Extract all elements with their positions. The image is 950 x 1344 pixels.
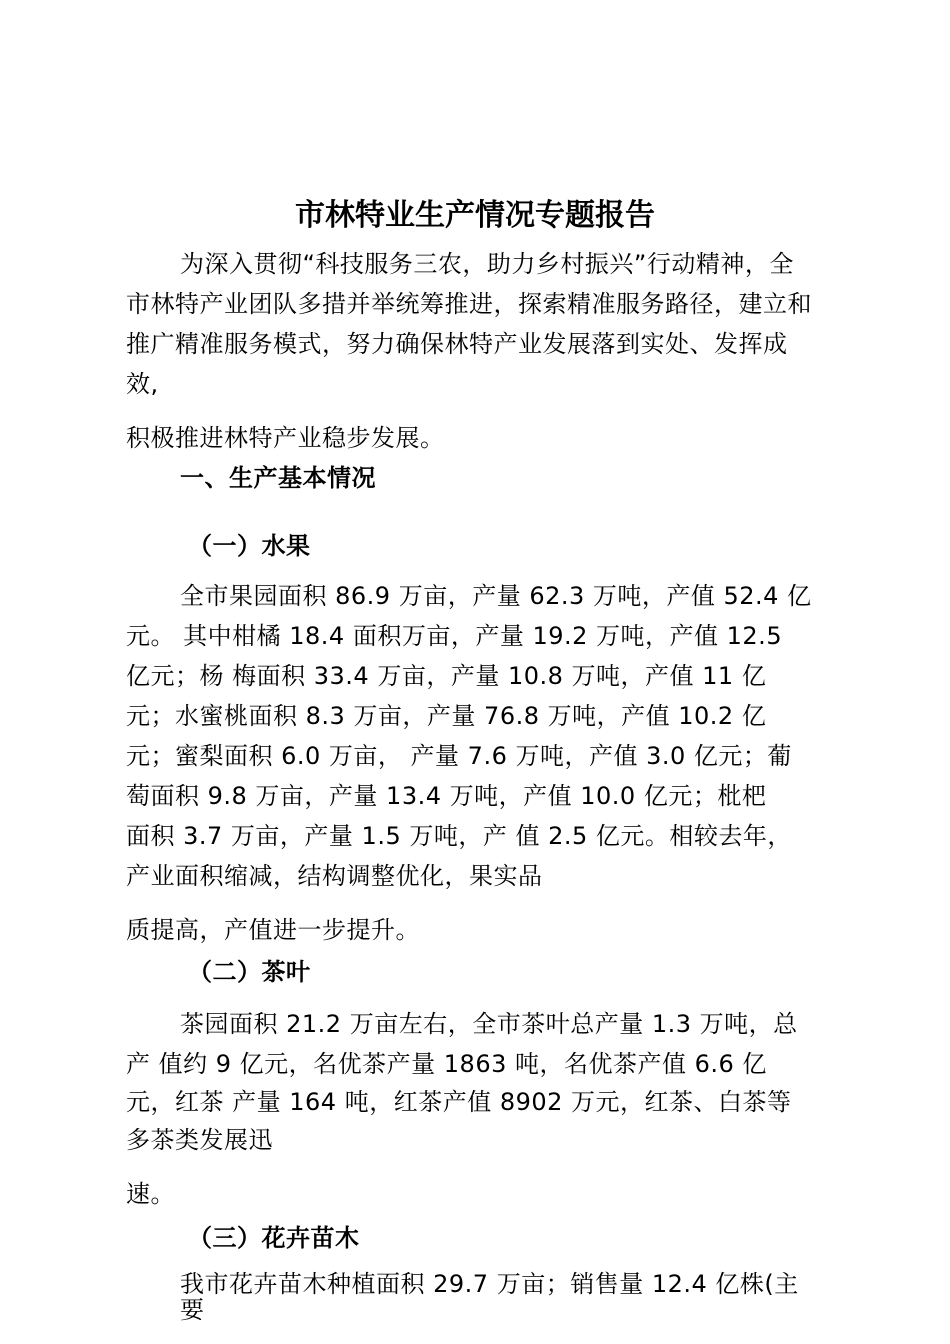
intro-line-5: 积极推进林特产业稳步发展。 (126, 424, 445, 452)
intro-line-2: 市林特产业团队多措并举统筹推进，探索精准服务路径，建立和 (126, 290, 812, 318)
fruit-line-3: 亿元；杨 梅面积 33.4 万亩，产量 10.8 万吨，产值 11 亿 (126, 662, 767, 690)
fruit-line-8: 产业面积缩减，结构调整优化，果实品 (126, 862, 543, 890)
tea-line-4: 多茶类发展迅 (126, 1126, 273, 1154)
fruit-line-4: 元；水蜜桃面积 8.3 万亩，产量 76.8 万吨，产值 10.2 亿 (126, 702, 767, 730)
fruit-line-9: 质提高，产值进一步提升。 (126, 916, 420, 944)
flowers-line-2: 要 (180, 1296, 205, 1324)
fruit-line-2: 元。 其中柑橘 18.4 面积万亩，产量 19.2 万吨，产值 12.5 (126, 622, 783, 650)
tea-line-5: 速。 (126, 1180, 175, 1208)
subsection-heading-flowers: （三）花卉苗木 (188, 1224, 360, 1252)
section-heading-production: 一、生产基本情况 (180, 464, 376, 492)
fruit-line-5: 元；蜜梨面积 6.0 万亩， 产量 7.6 万吨，产值 3.0 亿元；葡 (126, 742, 792, 770)
tea-line-3: 元，红茶 产量 164 吨，红茶产值 8902 万元，红茶、白茶等 (126, 1088, 792, 1116)
tea-line-2: 产 值约 9 亿元，名优茶产量 1863 吨，名优茶产值 6.6 亿 (126, 1050, 767, 1078)
intro-line-3: 推广精准服务模式，努力确保林特产业发展落到实处、发挥成 (126, 330, 788, 358)
intro-line-4: 效, (126, 370, 159, 398)
fruit-line-1: 全市果园面积 86.9 万亩，产量 62.3 万吨，产值 52.4 亿 (180, 582, 812, 610)
subsection-heading-tea: （二）茶叶 (188, 958, 311, 986)
flowers-line-1: 我市花卉苗木种植面积 29.7 万亩；销售量 12.4 亿株(主 (180, 1270, 799, 1298)
fruit-line-6: 萄面积 9.8 万亩，产量 13.4 万吨，产值 10.0 亿元；枇杷 (126, 782, 767, 810)
subsection-heading-fruit: （一）水果 (188, 532, 311, 560)
intro-line-1: 为深入贯彻“科技服务三农，助力乡村振兴”行动精神，全 (180, 250, 794, 278)
document-title: 市林特业生产情况专题报告 (295, 198, 655, 233)
fruit-line-7: 面积 3.7 万亩，产量 1.5 万吨，产 值 2.5 亿元。相较去年， (126, 822, 792, 850)
tea-line-1: 茶园面积 21.2 万亩左右，全市茶叶总产量 1.3 万吨，总 (180, 1010, 798, 1038)
